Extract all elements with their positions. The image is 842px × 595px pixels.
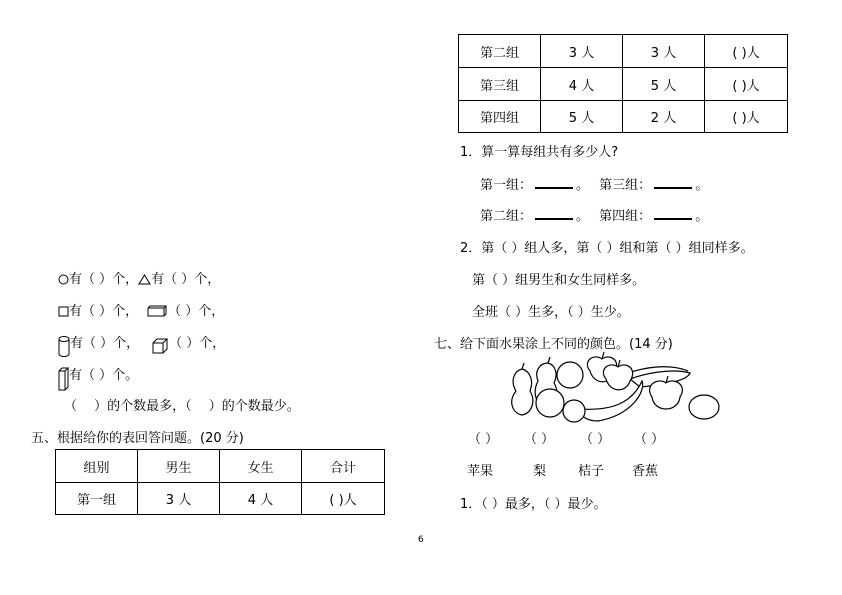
paren-4[interactable]: （ ） <box>634 432 665 447</box>
answer-blank[interactable] <box>535 207 573 220</box>
table-cell: 3 人 <box>138 483 220 515</box>
table-row <box>459 68 788 101</box>
shape-row-1 <box>58 268 220 287</box>
table-cell: 第三组 <box>459 68 541 101</box>
table-cell: 5 人 <box>541 101 623 133</box>
fruit-label-orange: 桔子 <box>578 464 605 479</box>
table-cell: 第二组 <box>459 35 541 68</box>
apple-icon <box>603 365 632 390</box>
table-header-row <box>56 450 385 483</box>
fruit-question: 1．（ ）最多，（ ）最少。 <box>460 497 607 512</box>
table-cell: ( )人 <box>302 483 385 515</box>
table-header: 男生 <box>138 450 220 483</box>
compare-line-3: 全班（ ）生多，（ ）生少。 <box>472 305 630 320</box>
table-row <box>459 101 788 133</box>
cuboid-icon <box>146 304 168 317</box>
apple-icon <box>650 381 683 409</box>
shape-most-least: （ ）的个数最多，（ ）的个数最少。 <box>64 399 300 414</box>
table-cell: 第四组 <box>459 101 541 133</box>
label-group-3: 第三组： <box>599 178 652 193</box>
shape-row-3 <box>58 332 225 357</box>
section-7-title: 七、给下面水果涂上不同的颜色。(14 分) <box>434 337 673 352</box>
page-number: 6 <box>418 535 424 545</box>
cylinder-icon <box>58 335 70 357</box>
group-table-continued <box>458 34 788 133</box>
answer-blank[interactable] <box>535 176 573 189</box>
fruit-illustration <box>502 351 724 425</box>
shape-count-text: （ ）个， <box>168 304 225 319</box>
answer-blank[interactable] <box>654 176 692 189</box>
period: 。 <box>695 209 709 224</box>
calc-line-2 <box>480 205 708 224</box>
apple-icon <box>563 400 585 422</box>
shape-count-text: 有（ ）个， <box>151 272 221 287</box>
paren-2[interactable]: （ ） <box>524 432 555 447</box>
answer-blank[interactable] <box>654 207 692 220</box>
fruit-label-apple: 苹果 <box>467 464 494 479</box>
table-cell: 3 人 <box>541 35 623 68</box>
calc-line-1 <box>480 174 708 193</box>
table-cell: ( )人 <box>705 35 788 68</box>
table-cell: 4 人 <box>541 68 623 101</box>
shape-count-text: 有（ ）个， <box>69 304 139 319</box>
orange-icon <box>689 395 719 419</box>
label-group-4: 第四组： <box>599 209 652 224</box>
shape-count-text: 有（ ）个。 <box>69 368 139 383</box>
cube-icon <box>145 335 169 355</box>
table-cell: 3 人 <box>623 35 705 68</box>
table-header: 组别 <box>56 450 138 483</box>
section-5-title: 五、根据给你的表回答问题。(20 分) <box>31 431 244 446</box>
orange-icon <box>557 362 583 388</box>
orange-icon <box>536 389 564 417</box>
shape-count-text: （ ）个， <box>169 336 226 351</box>
shape-count-text: 有（ ）个， <box>70 336 140 351</box>
pear-icon <box>512 369 533 415</box>
label-group-1: 第一组： <box>480 178 533 193</box>
fruit-label-pear: 梨 <box>533 464 547 479</box>
table-cell: 5 人 <box>623 68 705 101</box>
period: 。 <box>576 178 590 193</box>
compare-question: 2．第（ ）组人多，第（ ）组和第（ ）组同样多。 <box>460 241 754 256</box>
shape-row-2 <box>58 300 224 319</box>
paren-3[interactable]: （ ） <box>580 432 611 447</box>
fruit-label-banana: 香蕉 <box>632 464 659 479</box>
table-cell: 第一组 <box>56 483 138 515</box>
table-cell: ( )人 <box>705 68 788 101</box>
compare-line-2: 第（ ）组男生和女生同样多。 <box>472 273 646 288</box>
paren-1[interactable]: （ ） <box>468 432 499 447</box>
square-icon <box>58 306 69 317</box>
period: 。 <box>576 209 590 224</box>
calc-question: 1．算一算每组共有多少人? <box>460 145 619 160</box>
table-row <box>459 35 788 68</box>
table-cell: ( )人 <box>705 101 788 133</box>
label-group-2: 第二组： <box>480 209 533 224</box>
table-cell: 4 人 <box>220 483 302 515</box>
rectangular-prism-icon <box>58 367 69 391</box>
shape-row-4 <box>58 364 138 391</box>
table-header: 合计 <box>302 450 385 483</box>
triangle-icon <box>138 274 151 285</box>
group-table <box>55 449 385 515</box>
shape-count-text: 有（ ）个， <box>69 272 139 287</box>
period: 。 <box>695 178 709 193</box>
table-cell: 2 人 <box>623 101 705 133</box>
circle-icon <box>58 274 69 285</box>
table-header: 女生 <box>220 450 302 483</box>
table-row <box>56 483 385 515</box>
